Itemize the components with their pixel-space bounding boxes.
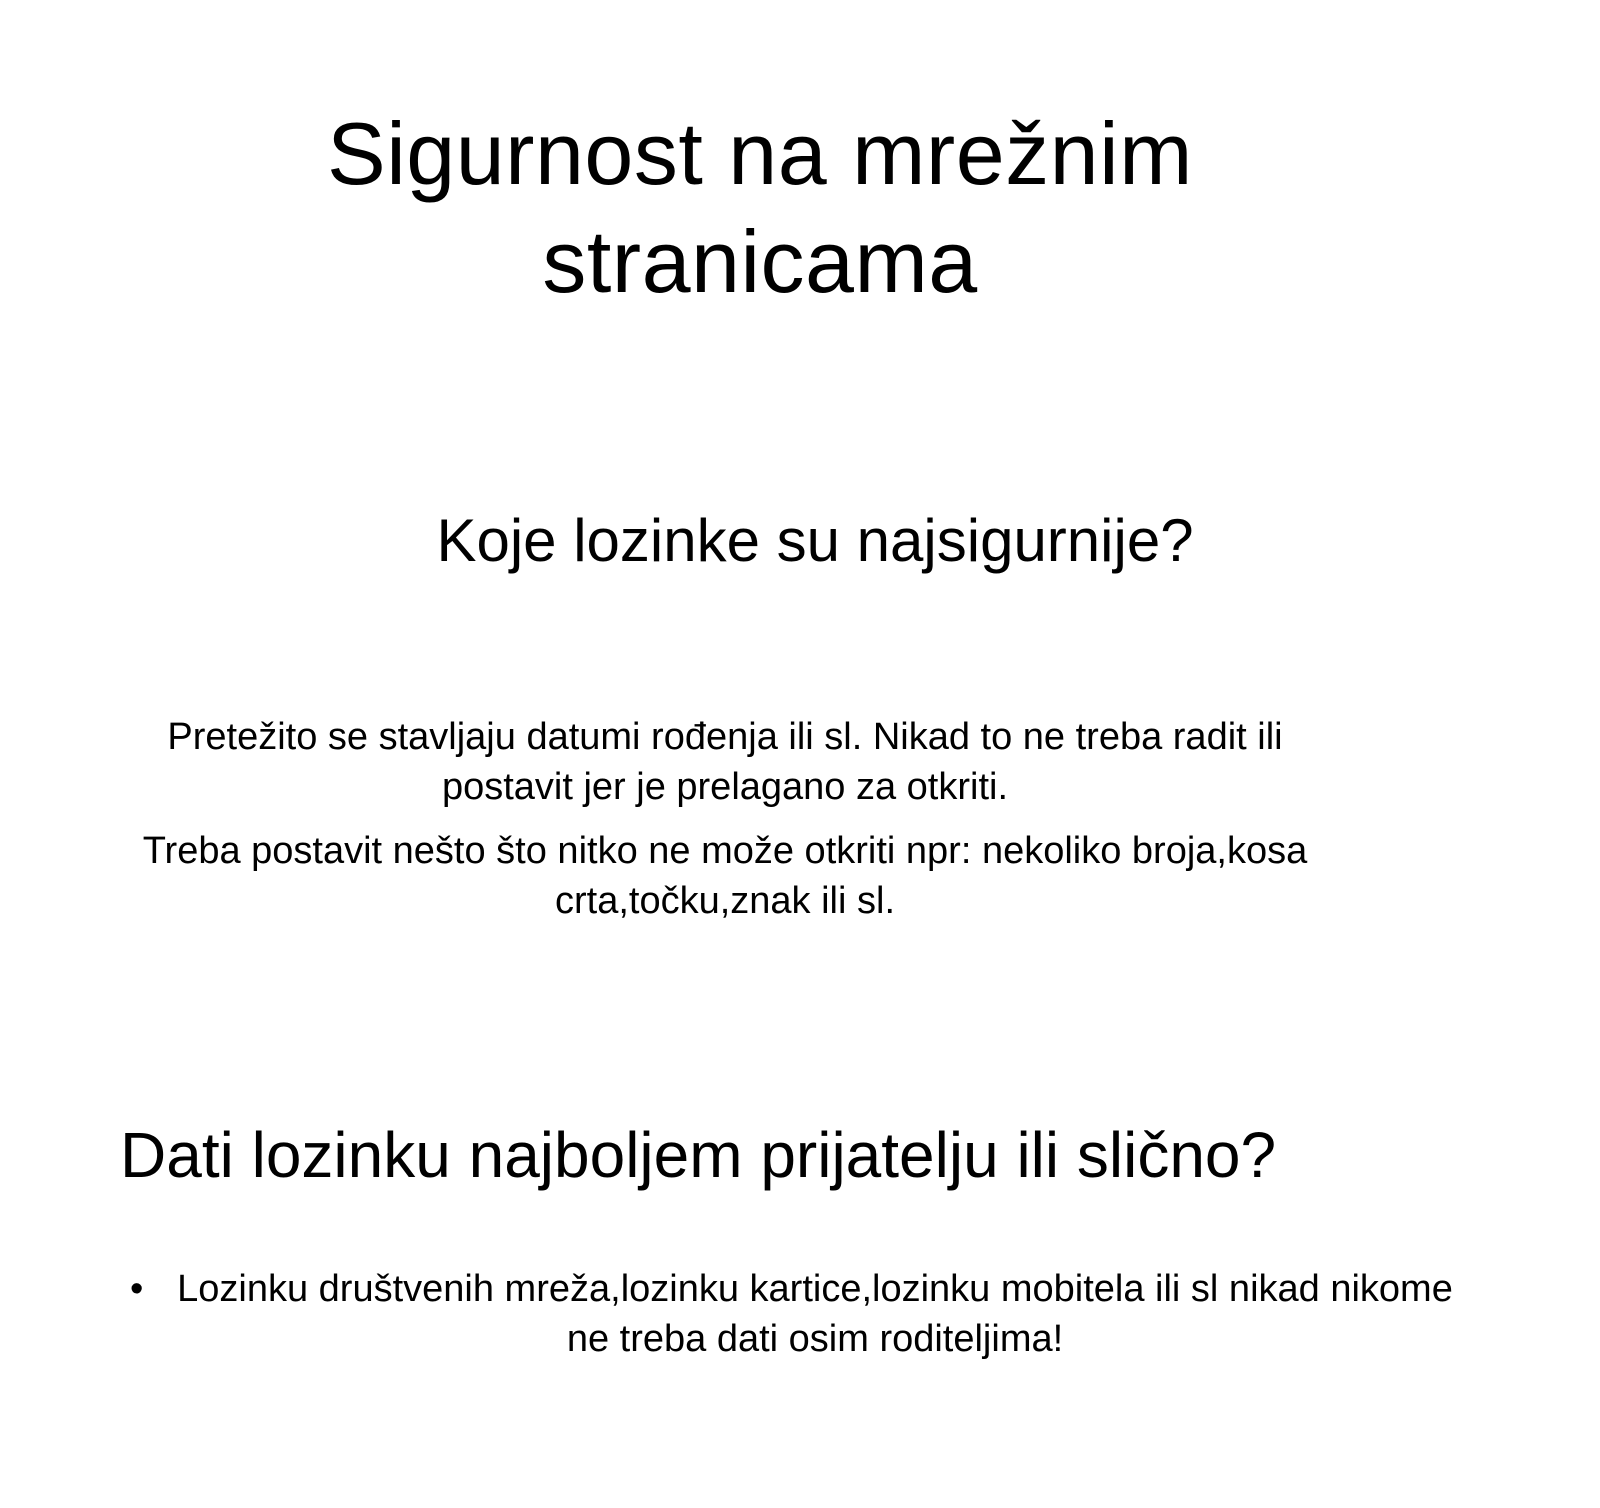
paragraph-2: Treba postavit nešto što nitko ne može otkriti npr: nekoliko broja,kosa crta,točku,znak ili sl.	[142, 830, 1308, 922]
slide-title: Sigurnost na mrežnim stranicama	[327, 104, 1193, 311]
paragraph-block	[140, 712, 1310, 940]
section-heading: Dati lozinku najboljem prijatelju ili slično?	[120, 1119, 1277, 1191]
paragraph-1: Pretežito se stavljaju datumi rođenja ili sl. Nikad to ne treba radit ili postavit jer je prelagano za otkriti.	[167, 716, 1283, 808]
list-item	[130, 1264, 1470, 1364]
slide-subtitle: Koje lozinke su najsigurnije?	[436, 507, 1194, 574]
bullet-text: Lozinku društvenih mreža,lozinku kartice,lozinku mobitela ili sl nikad nikome ne treba dati osim roditeljima!	[177, 1268, 1453, 1360]
bullet-list	[130, 1264, 1470, 1364]
bullet-icon: •	[130, 1268, 144, 1310]
